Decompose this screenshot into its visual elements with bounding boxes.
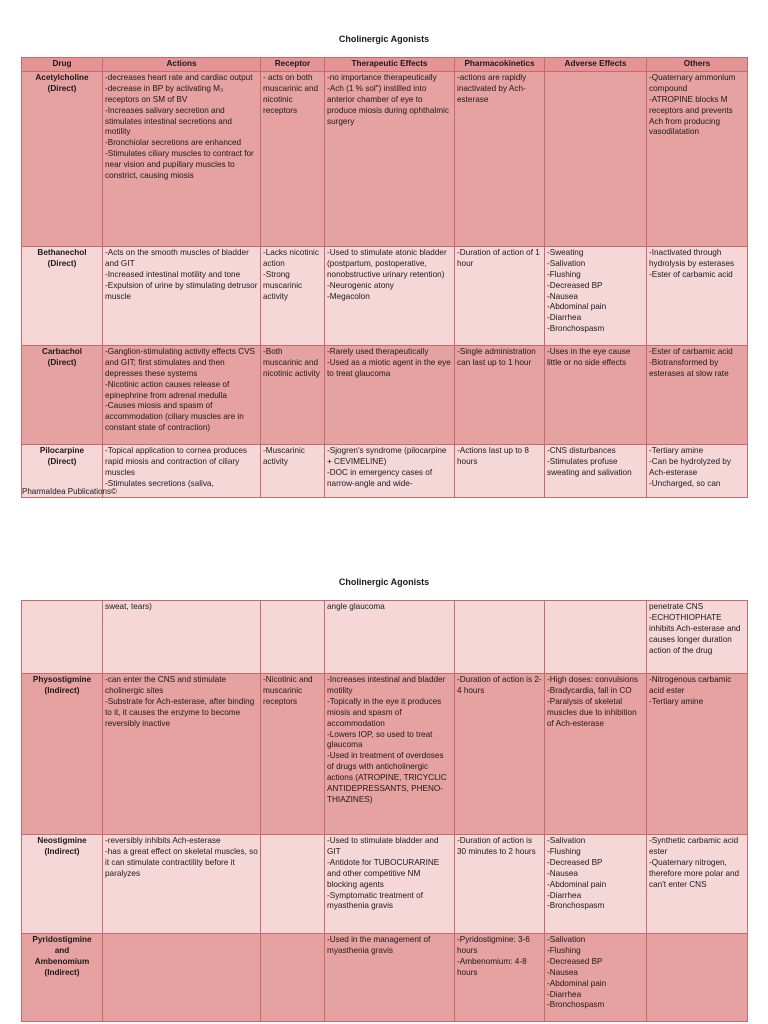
drug-table-page-1 bbox=[21, 57, 748, 498]
pharmacokinetics-cell: -Pyridostigmine: 3-6 hours -Ambenomium: 4-8 hours bbox=[455, 934, 545, 1022]
drug-table-page-2 bbox=[21, 600, 748, 1022]
column-header-pharmacokinetics: Pharmacokinetics bbox=[455, 58, 545, 72]
column-header-drug: Drug bbox=[22, 58, 103, 72]
drug-name-cell bbox=[22, 601, 103, 674]
others-cell: -Ester of carbamic acid -Biotransformed by esterases at slow rate bbox=[647, 345, 748, 444]
therapeutic-effects-cell: -Used in the management of myasthenia gravis bbox=[325, 934, 455, 1022]
pharmacokinetics-cell: -actions are rapidly inactivated by Ach-esterase bbox=[455, 71, 545, 246]
therapeutic-effects-cell: -Used to stimulate bladder and GIT -Antidote for TUBOCURARINE and other competitive NM blocking agents -Symptomatic treatment of myasthenia gravis bbox=[325, 835, 455, 934]
pharmacokinetics-cell: -Single administration can last up to 1 hour bbox=[455, 345, 545, 444]
column-header-therapeutic-effects: Therapeutic Effects bbox=[325, 58, 455, 72]
receptor-cell: -Lacks nicotinic action -Strong muscarinic activity bbox=[261, 246, 325, 345]
column-header-actions: Actions bbox=[103, 58, 261, 72]
pharmacokinetics-cell bbox=[455, 601, 545, 674]
therapeutic-effects-cell: -Rarely used therapeutically -Used as a miotic agent in the eye to treat glaucoma bbox=[325, 345, 455, 444]
adverse-effects-cell: -Uses in the eye cause little or no side effects bbox=[545, 345, 647, 444]
drug-name-cell: Pilocarpine (Direct) bbox=[22, 444, 103, 497]
table-row-pilocarpine-continued bbox=[22, 601, 748, 674]
receptor-cell: -Muscarinic activity bbox=[261, 444, 325, 497]
receptor-cell: - acts on both muscarinic and nicotinic receptors bbox=[261, 71, 325, 246]
adverse-effects-cell: -High doses: convulsions -Bradycardia, fall in CO -Paralysis of skeletal muscles due to inhibition of Ach-esterase bbox=[545, 674, 647, 835]
table-row-acetylcholine bbox=[22, 71, 748, 246]
column-header-others: Others bbox=[647, 58, 748, 72]
pharmacokinetics-cell: -Actions last up to 8 hours bbox=[455, 444, 545, 497]
table-row-bethanechol bbox=[22, 246, 748, 345]
receptor-cell bbox=[261, 601, 325, 674]
table-row-pilocarpine bbox=[22, 444, 748, 497]
column-header-receptor: Receptor bbox=[261, 58, 325, 72]
drug-name-cell: Bethanechol (Direct) bbox=[22, 246, 103, 345]
therapeutic-effects-cell: -Used to stimulate atonic bladder (postpartum, postoperative, nonobstructive urinary retention) -Neurogenic atony -Megacolon bbox=[325, 246, 455, 345]
others-cell bbox=[647, 934, 748, 1022]
receptor-cell: -Both muscarinic and nicotinic activity bbox=[261, 345, 325, 444]
drug-name-cell: Physostigmine (Indirect) bbox=[22, 674, 103, 835]
table-row-physostigmine bbox=[22, 674, 748, 835]
actions-cell bbox=[103, 934, 261, 1022]
others-cell: -Inactivated through hydrolysis by esterases -Ester of carbamic acid bbox=[647, 246, 748, 345]
drug-name-cell: Neostigmine (Indirect) bbox=[22, 835, 103, 934]
page-title: Cholinergic Agonists bbox=[338, 577, 430, 587]
adverse-effects-cell: -Salivation -Flushing -Decreased BP -Nausea -Abdominal pain -Diarrhea -Bronchospasm bbox=[545, 934, 647, 1022]
drug-name-cell: Acetylcholine (Direct) bbox=[22, 71, 103, 246]
actions-cell: -Acts on the smooth muscles of bladder and GIT -Increased intestinal motility and tone -Expulsion of urine by stimulating detrusor muscle bbox=[103, 246, 261, 345]
pharmacokinetics-cell: -Duration of action is 2-4 hours bbox=[455, 674, 545, 835]
others-cell: -Tertiary amine -Can be hydrolyzed by Ach-esterase -Uncharged, so can bbox=[647, 444, 748, 497]
actions-cell: -Topical application to cornea produces rapid miosis and contraction of ciliary muscles -Stimulates secretions (saliva, bbox=[103, 444, 261, 497]
adverse-effects-cell bbox=[545, 71, 647, 246]
therapeutic-effects-cell: angle glaucoma bbox=[325, 601, 455, 674]
page-title: Cholinergic Agonists bbox=[338, 34, 430, 44]
publisher-footer: PharmaIdea Publications© bbox=[22, 487, 117, 496]
adverse-effects-cell bbox=[545, 601, 647, 674]
table-row-neostigmine bbox=[22, 835, 748, 934]
drug-name-cell: Carbachol (Direct) bbox=[22, 345, 103, 444]
receptor-cell bbox=[261, 934, 325, 1022]
table-row-pyridostigmine-ambenomium bbox=[22, 934, 748, 1022]
others-cell: penetrate CNS -ECHOTHIOPHATE inhibits Ach-esterase and causes longer duration action of the drug bbox=[647, 601, 748, 674]
others-cell: -Nitrogenous carbamic acid ester -Tertiary amine bbox=[647, 674, 748, 835]
actions-cell: -decreases heart rate and cardiac output -decrease in BP by activating M₃ receptors on SM of BV -Increases salivary secretion and stimulates intestinal secretions and motility -Bronchiolar secretions are enhanced -Stimulates ciliary muscles to contract for near vision and pupillary muscles to constrict, causing miosis bbox=[103, 71, 261, 246]
therapeutic-effects-cell: -Sjogren's syndrome (pilocarpine + CEVIMELINE) -DOC in emergency cases of narrow-angle and wide- bbox=[325, 444, 455, 497]
actions-cell: -reversibly inhibits Ach-esterase -has a great effect on skeletal muscles, so it can stimulate contractility before it paralyzes bbox=[103, 835, 261, 934]
actions-cell: -can enter the CNS and stimulate cholinergic sites -Substrate for Ach-esterase, after binding to it, it causes the enzyme to become reversibly inactive bbox=[103, 674, 261, 835]
adverse-effects-cell: -CNS disturbances -Stimulates profuse sweating and salivation bbox=[545, 444, 647, 497]
actions-cell: sweat, tears) bbox=[103, 601, 261, 674]
actions-cell: -Ganglion-stimulating activity effects CVS and GIT; first stimulates and then depresses these systems -Nicotinic action causes release of epinephrine from adrenal medulla -Causes miosis and spasm of accommodation (ciliary muscles are in constant state of contraction) bbox=[103, 345, 261, 444]
therapeutic-effects-cell: -Increases intestinal and bladder motility -Topically in the eye it produces miosis and spasm of accommodation -Lowers IOP, so used to treat glaucoma -Used in treatment of overdoses of drugs with anticholinergic actions (ATROPINE, TRICYCLIC ANTIDEPRESSANTS, PHENO-THIAZINES) bbox=[325, 674, 455, 835]
drug-name-cell: Pyridostigmine and Ambenomium (Indirect) bbox=[22, 934, 103, 1022]
adverse-effects-cell: -Salivation -Flushing -Decreased BP -Nausea -Abdominal pain -Diarrhea -Bronchospasm bbox=[545, 835, 647, 934]
pharmacokinetics-cell: -Duration of action is 30 minutes to 2 hours bbox=[455, 835, 545, 934]
table-row-carbachol bbox=[22, 345, 748, 444]
others-cell: -Quaternary ammonium compound -ATROPINE blocks M receptors and prevents Ach from producing vasodilatation bbox=[647, 71, 748, 246]
pharmacokinetics-cell: -Duration of action of 1 hour bbox=[455, 246, 545, 345]
receptor-cell bbox=[261, 835, 325, 934]
receptor-cell: -Nicotinic and muscarinic receptors bbox=[261, 674, 325, 835]
others-cell: -Synthetic carbamic acid ester -Quaternary nitrogen, therefore more polar and can't enter CNS bbox=[647, 835, 748, 934]
table-header-row bbox=[22, 58, 748, 72]
therapeutic-effects-cell: -no importance therapeutically -Ach (1 % sol") instilled into anterior chamber of eye to produce miosis during ophthalmic surgery bbox=[325, 71, 455, 246]
adverse-effects-cell: -Sweating -Salivation -Flushing -Decreased BP -Nausea -Abdominal pain -Diarrhea -Bronchospasm bbox=[545, 246, 647, 345]
column-header-adverse-effects: Adverse Effects bbox=[545, 58, 647, 72]
